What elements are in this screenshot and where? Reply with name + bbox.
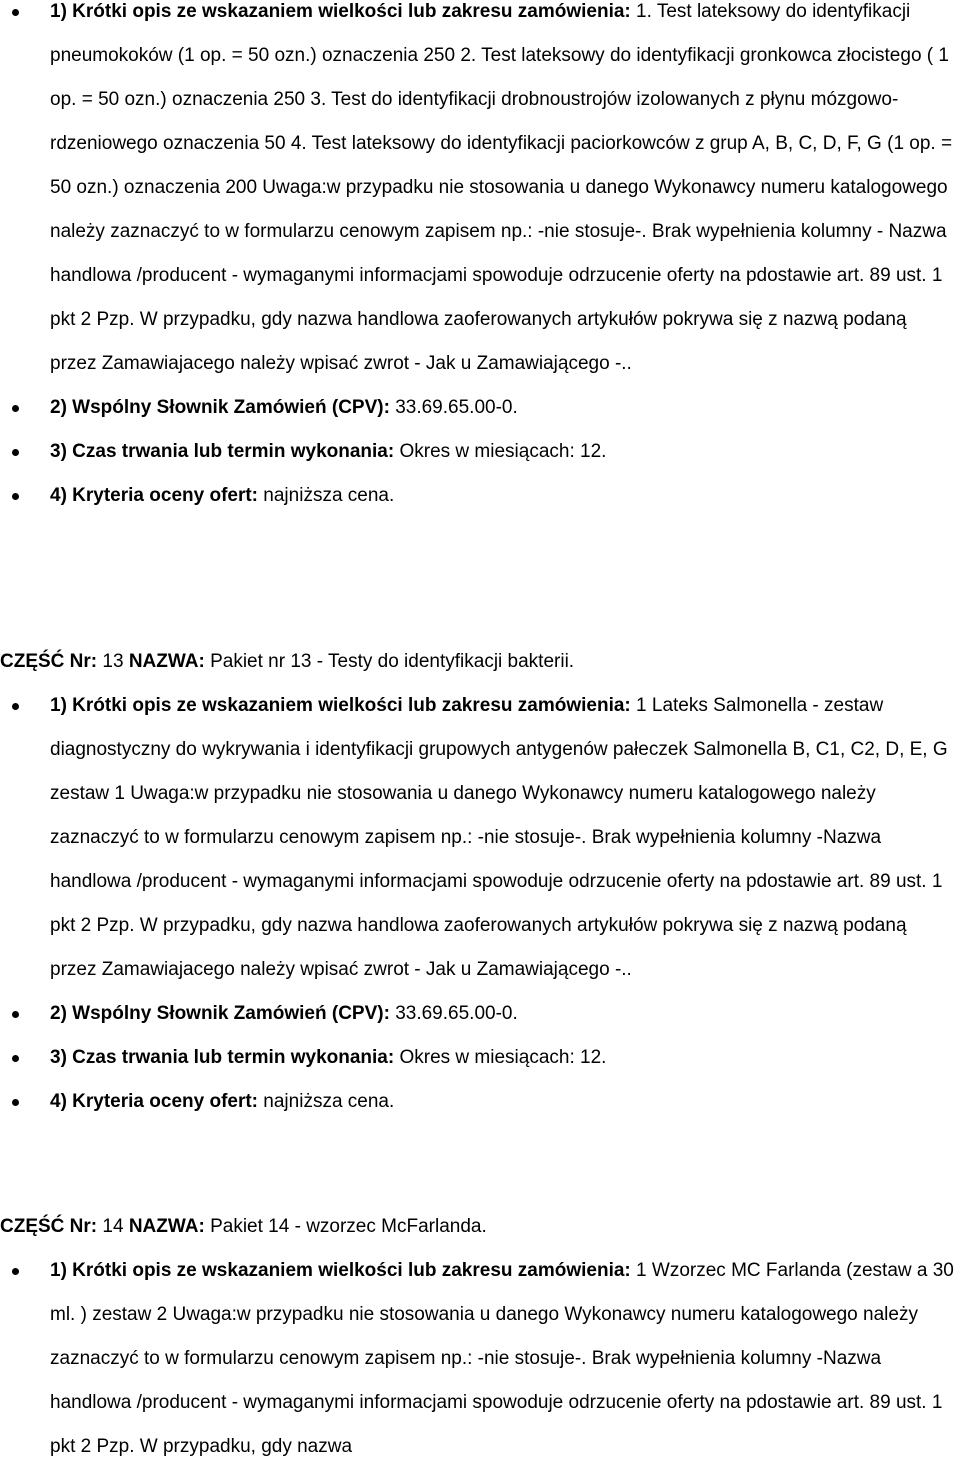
part-name: Pakiet nr 13 - Testy do identyfikacji bakterii. <box>204 651 575 672</box>
previous-part-items <box>0 0 960 518</box>
item-label: 2) Wspólny Słownik Zamówień (CPV): <box>50 1003 390 1024</box>
list-item <box>0 1249 960 1469</box>
item-text: 33.69.65.00-0. <box>389 397 518 418</box>
part-heading <box>0 1205 960 1249</box>
list-item <box>0 0 960 386</box>
part-label: CZĘŚĆ Nr: <box>0 1216 98 1237</box>
part-number: 14 <box>97 1216 129 1237</box>
name-label: NAZWA: <box>128 651 205 672</box>
item-label: 4) Kryteria oceny ofert: <box>50 1091 259 1112</box>
part-name: Pakiet 14 - wzorzec McFarlanda. <box>204 1216 487 1237</box>
list-item <box>0 1036 960 1080</box>
list-item <box>0 684 960 992</box>
item-text: najniższa cena. <box>258 485 395 506</box>
list-item <box>0 430 960 474</box>
item-text: 1 Lateks Salmonella - zestaw diagnostyczny do wykrywania i identyfikacji grupowych antygenów pałeczek Salmonella B, C1, C2, D, E, G zestaw 1 Uwaga:w przypadku nie stosowania u danego Wykonawcy numeru katalogowego należy zaznaczyć to w formularzu cenowym zapisem np.: -nie stosuje-. Brak wypełnienia kolumny -Nazwa handlowa /producent - wymaganymi informacjami spowoduje odrzucenie oferty na pdostawie art. 89 ust. 1 pkt 2 Pzp. W przypadku, gdy nazwa handlowa zaoferowanych artykułów pokrywa się z nazwą podaną przez Zamawiajacego należy wpisać zwrot - Jak u Zamawiającego -.. <box>50 695 948 980</box>
previous-part-section <box>0 0 960 518</box>
item-label: 3) Czas trwania lub termin wykonania: <box>50 1047 395 1068</box>
item-label: 3) Czas trwania lub termin wykonania: <box>50 441 395 462</box>
item-label: 1) Krótki opis ze wskazaniem wielkości lub zakresu zamówienia: <box>50 1 631 22</box>
item-text: 1 Wzorzec MC Farlanda (zestaw a 30 ml. ) zestaw 2 Uwaga:w przypadku nie stosowania u danego Wykonawcy numeru katalogowego należy zaznaczyć to w formularzu cenowym zapisem np.: -nie stosuje-. Brak wypełnienia kolumny -Nazwa handlowa /producent - wymaganymi informacjami spowoduje odrzucenie oferty na pdostawie art. 89 ust. 1 pkt 2 Pzp. W przypadku, gdy nazwa <box>50 1260 954 1457</box>
item-text: Okres w miesiącach: 12. <box>394 441 607 462</box>
item-label: 1) Krótki opis ze wskazaniem wielkości lub zakresu zamówienia: <box>50 695 631 716</box>
list-item <box>0 1080 960 1124</box>
part-13-section <box>0 640 960 1124</box>
item-text: najniższa cena. <box>258 1091 395 1112</box>
item-label: 2) Wspólny Słownik Zamówień (CPV): <box>50 397 390 418</box>
list-item <box>0 474 960 518</box>
item-text: 33.69.65.00-0. <box>389 1003 518 1024</box>
part-13-items <box>0 684 960 1124</box>
name-label: NAZWA: <box>128 1216 205 1237</box>
part-label: CZĘŚĆ Nr: <box>0 651 98 672</box>
list-item <box>0 386 960 430</box>
item-text: Okres w miesiącach: 12. <box>394 1047 607 1068</box>
item-text: 1. Test lateksowy do identyfikacji pneumokoków (1 op. = 50 ozn.) oznaczenia 250 2. Test lateksowy do identyfikacji gronkowca złocistego ( 1 op. = 50 ozn.) oznaczenia 250 3. Test do identyfikacji drobnoustrojów izolowanych z płynu mózgowo- rdzeniowego oznaczenia 50 4. Test lateksowy do identyfikacji paciorkowców z grup A, B, C, D, F, G (1 op. = 50 ozn.) oznaczenia 200 Uwaga:w przypadku nie stosowania u danego Wykonawcy numeru katalogowego należy zaznaczyć to w formularzu cenowym zapisem np.: -nie stosuje-. Brak wypełnienia kolumny - Nazwa handlowa /producent - wymaganymi informacjami spowoduje odrzucenie oferty na pdostawie art. 89 ust. 1 pkt 2 Pzp. W przypadku, gdy nazwa handlowa zaoferowanych artykułów pokrywa się z nazwą podaną przez Zamawiajacego należy wpisać zwrot - Jak u Zamawiającego -.. <box>50 1 953 374</box>
part-heading <box>0 640 960 684</box>
item-label: 4) Kryteria oceny ofert: <box>50 485 259 506</box>
item-label: 1) Krótki opis ze wskazaniem wielkości lub zakresu zamówienia: <box>50 1260 631 1281</box>
part-14-section <box>0 1205 960 1469</box>
part-14-items <box>0 1249 960 1469</box>
list-item <box>0 992 960 1036</box>
part-number: 13 <box>97 651 129 672</box>
